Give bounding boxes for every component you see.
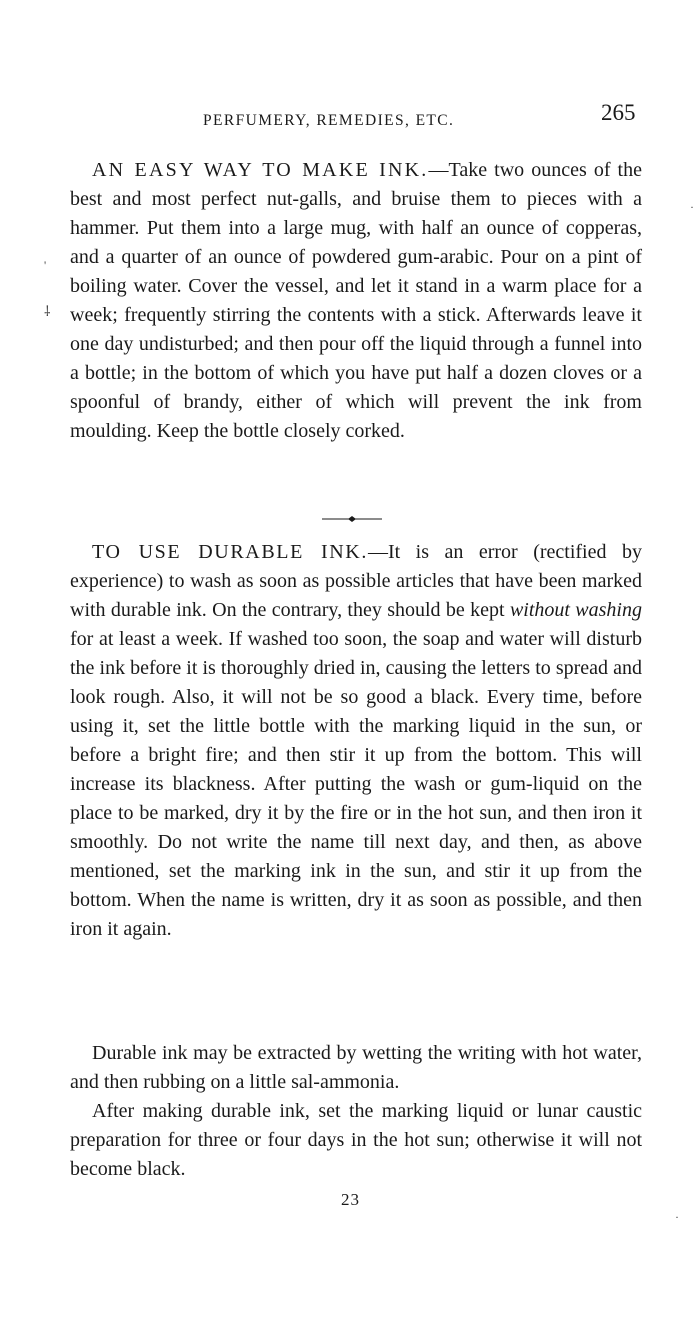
paragraph-extraction: Durable ink may be extracted by wetting the writing with hot water, and then rubbing on a little sal-ammonia. (70, 1042, 642, 1093)
paragraph-making: After making durable ink, set the marking liquid or lunar caustic preparation for three or four days in the hot sun; otherwise it will not become black. (70, 1100, 642, 1180)
article-body-start: —It is an error (rectified by experience) to wash as soon as possible articles that have been marked with durable ink. On the contrary, they should be kept (70, 541, 642, 621)
article-durable-ink (70, 538, 642, 944)
section-divider-ornament (322, 513, 382, 525)
article-body: —Take two ounces of the best and most perfect nut-galls, and bruise them to pieces with a hammer. Put them into a large mug, with half an ounce of copperas, and a quarter of an ounce of powdered gum-arabic. Pour on a pint of boiling water. Cover the vessel, and let it stand in a warm place for a week; frequently stirring the contents with a stick. Afterwards leave it one day undisturbed; and then pour off the liquid through a funnel into a bottle; in the bottom of which you have put half a dozen cloves or a spoonful of brandy, either of which will prevent the ink from moulding. Keep the bottle closely corked. (70, 159, 642, 442)
article-easy-ink (70, 156, 642, 446)
running-head: PERFUMERY, REMEDIES, ETC. (203, 112, 455, 129)
durable-ink-note-extraction (70, 1039, 642, 1097)
article-body-end: for at least a week. If washed too soon, the soap and water will disturb the ink before it is thoroughly dried in, causing the letters to spread and look rough. Also, it will not be so good a black. Every time, before using it, set the little bottle with the marking liquid in the sun, or before a bright fire; and then stir it up from the bottom. This will increase its blackness. After putting the wash or gum-liquid on the place to be marked, dry it by the fire or in the hot sun, and then iron it smoothly. Do not write the name till next day, and then, as above mentioned, set the marking ink in the sun, and stir it up from the bottom. When the name is written, dry it as soon as possible, and then iron it again. (70, 628, 642, 940)
page-number: 265 (601, 100, 636, 125)
article-easy-ink-paragraph (70, 156, 642, 446)
article-durable-ink-paragraph (70, 538, 642, 944)
margin-speck: · (690, 200, 694, 214)
emphasized-text: without washing (509, 599, 642, 621)
margin-speck: · (675, 1210, 679, 1224)
margin-speck: ' (44, 258, 47, 272)
durable-ink-note-making (70, 1097, 642, 1184)
signature-mark: 23 (341, 1190, 360, 1209)
article-heading: AN EASY WAY TO MAKE INK. (92, 159, 429, 181)
article-heading: TO USE DURABLE INK. (92, 541, 368, 563)
margin-speck: ⸸ (44, 305, 51, 320)
